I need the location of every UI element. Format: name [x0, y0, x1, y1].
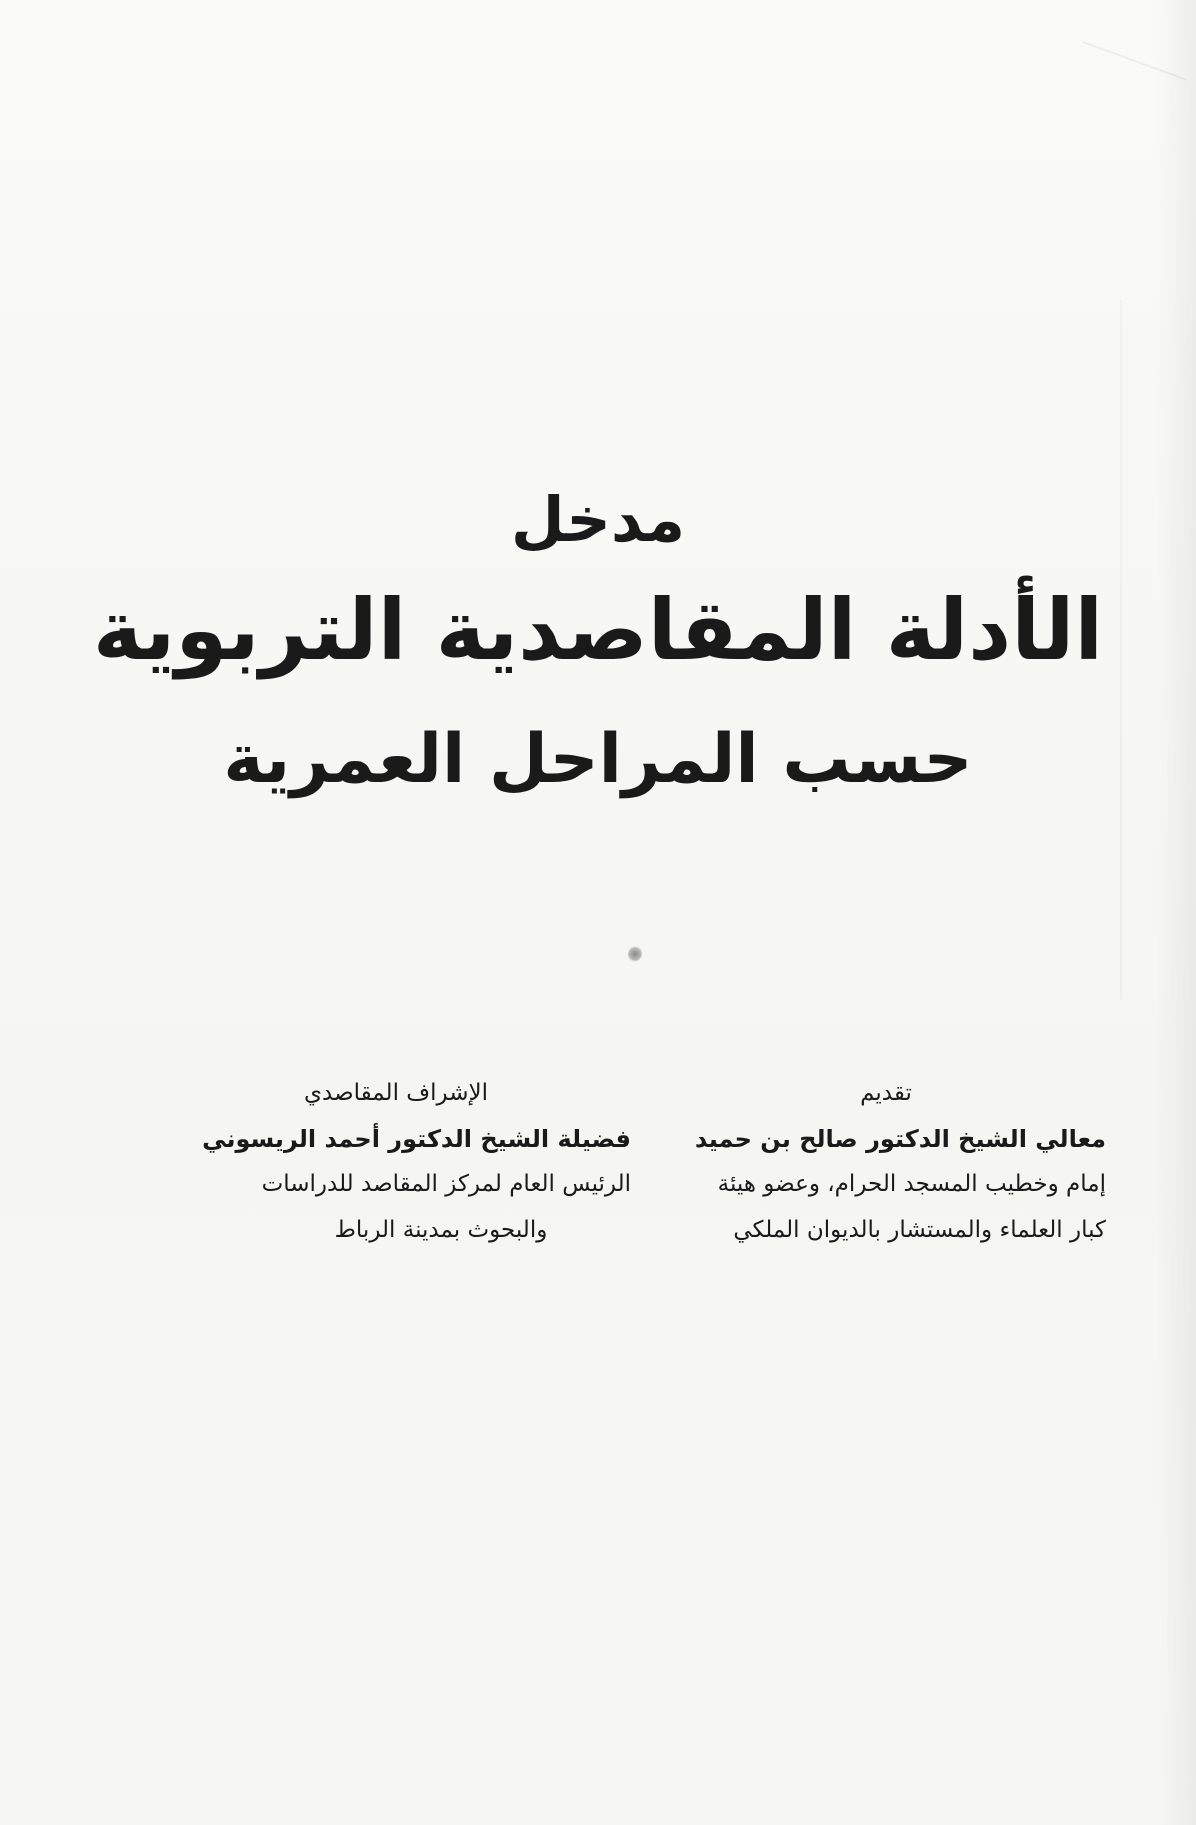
- sub-title: حسب المراحل العمرية: [223, 720, 973, 799]
- title-block: [0, 480, 1196, 810]
- supervision-heading: الإشراف المقاصدي: [304, 1080, 488, 1106]
- foreword-column: [666, 1075, 1106, 1253]
- foreword-name: معالي الشيخ الدكتور صالح بن حميد: [694, 1125, 1106, 1153]
- main-title: الأدلة المقاصدية التربوية: [92, 581, 1104, 679]
- supervision-column: [161, 1075, 631, 1253]
- ink-speck: [625, 944, 644, 964]
- foreword-line: كبار العلماء والمستشار بالديوان الملكي: [733, 1217, 1106, 1243]
- supervision-line: والبحوث بمدينة الرباط: [334, 1217, 548, 1243]
- supervision-name: فضيلة الشيخ الدكتور أحمد الريسوني: [202, 1125, 631, 1153]
- supervision-line: الرئيس العام لمركز المقاصد للدراسات: [261, 1171, 631, 1197]
- foreword-heading: تقديم: [860, 1080, 912, 1106]
- page-edge-shadow: [1156, 0, 1196, 1825]
- title-intro: مدخل: [510, 483, 686, 556]
- foreword-line: إمام وخطيب المسجد الحرام، وعضو هيئة: [717, 1171, 1106, 1197]
